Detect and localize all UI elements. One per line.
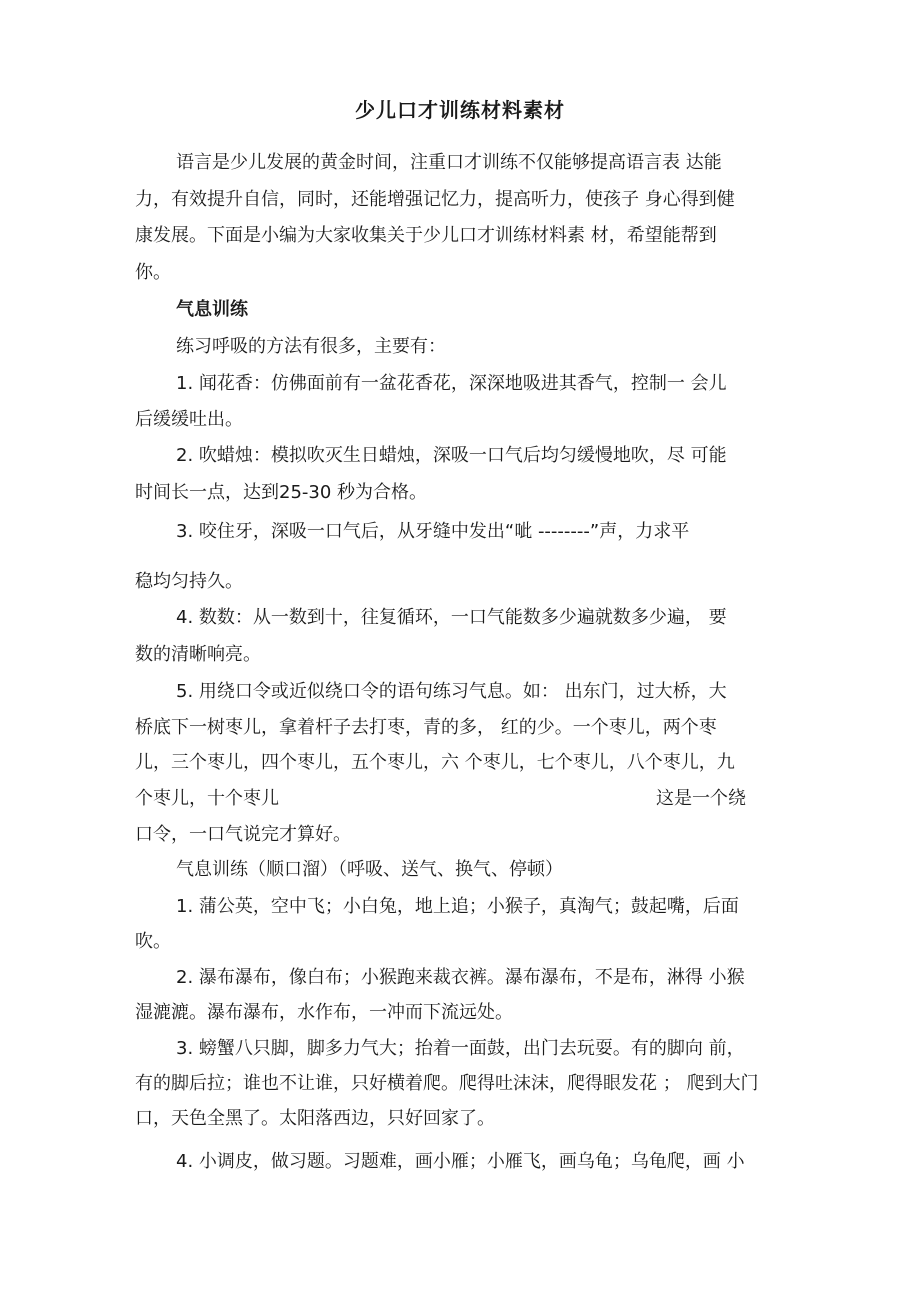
list-item-line: 2. 吹蜡烛：模拟吹灭生日蜡烛，深吸一口气后均匀缓慢地吹，尽 可能 <box>176 445 727 466</box>
section-heading: 气息训练（顺口溜）（呼吸、送气、换气、停顿） <box>176 859 563 880</box>
list-item-line: 湿漉漉。瀑布瀑布，水作布，一冲而下流远处。 <box>135 1002 513 1023</box>
list-item-line: 个枣儿，十个枣儿 <box>135 788 279 809</box>
list-item-line: 2. 瀑布瀑布，像白布；小猴跑来裁衣裤。瀑布瀑布，不是布，淋得 小猴 <box>176 967 745 988</box>
list-item-line: 稳均匀持久。 <box>135 571 243 592</box>
paragraph-line: 康发展。下面是小编为大家收集关于少儿口才训练材料素 材，希望能帮到 <box>135 225 717 246</box>
paragraph-line: 你。 <box>135 262 171 283</box>
list-item-line: 吹。 <box>135 931 171 952</box>
list-item-line: 3. 咬住牙，深吸一口气后，从牙缝中发出“呲 --------”声，力求平 <box>176 521 690 542</box>
list-item-line: 5. 用绕口令或近似绕口令的语句练习气息。如： 出东门，过大桥，大 <box>176 681 727 702</box>
list-item-line: 4. 数数：从一数到十，往复循环，一口气能数多少遍就数多少遍， 要 <box>176 607 727 628</box>
list-item-line: 3. 螃蟹八只脚，脚多力气大；抬着一面鼓，出门去玩耍。有的脚向 前， <box>176 1038 745 1059</box>
list-item-line: 后缓缓吐出。 <box>135 409 243 430</box>
list-item-line: 1. 闻花香：仿佛面前有一盆花香花，深深地吸进其香气，控制一 会儿 <box>176 373 727 394</box>
list-item-line: 这是一个绕 <box>656 788 746 809</box>
list-item-line: 口令，一口气说完才算好。 <box>135 824 351 845</box>
list-item-line: 数的清晰响亮。 <box>135 644 261 665</box>
list-item-line: 有的脚后拉；谁也不让谁，只好横着爬。爬得吐沫沫，爬得眼发花 ； 爬到大门 <box>135 1073 759 1094</box>
list-item-line: 儿，三个枣儿，四个枣儿，五个枣儿，六 个枣儿，七个枣儿，八个枣儿，九 <box>135 752 735 773</box>
section-heading: 气息训练 <box>176 299 248 320</box>
paragraph-line: 练习呼吸的方法有很多，主要有： <box>176 336 446 357</box>
list-item-line: 时间长一点，达到25-30 秒为合格。 <box>135 482 428 503</box>
list-item-line: 1. 蒲公英，空中飞；小白兔，地上追；小猴子，真淘气；鼓起嘴，后面 <box>176 896 739 917</box>
list-item-line: 口，天色全黑了。太阳落西边，只好回家了。 <box>135 1108 495 1129</box>
list-item-line: 4. 小调皮，做习题。习题难，画小雁；小雁飞，画乌龟；乌龟爬，画 小 <box>176 1151 745 1172</box>
list-item-line: 桥底下一树枣儿，拿着杆子去打枣，青的多， 红的少。一个枣儿，两个枣 <box>135 717 717 738</box>
paragraph-line: 力，有效提升自信，同时，还能增强记忆力，提高听力，使孩子 身心得到健 <box>135 189 735 210</box>
paragraph-line: 语言是少儿发展的黄金时间，注重口才训练不仅能够提高语言表 达能 <box>176 152 722 173</box>
document-title: 少儿口才训练材料素材 <box>355 98 565 122</box>
